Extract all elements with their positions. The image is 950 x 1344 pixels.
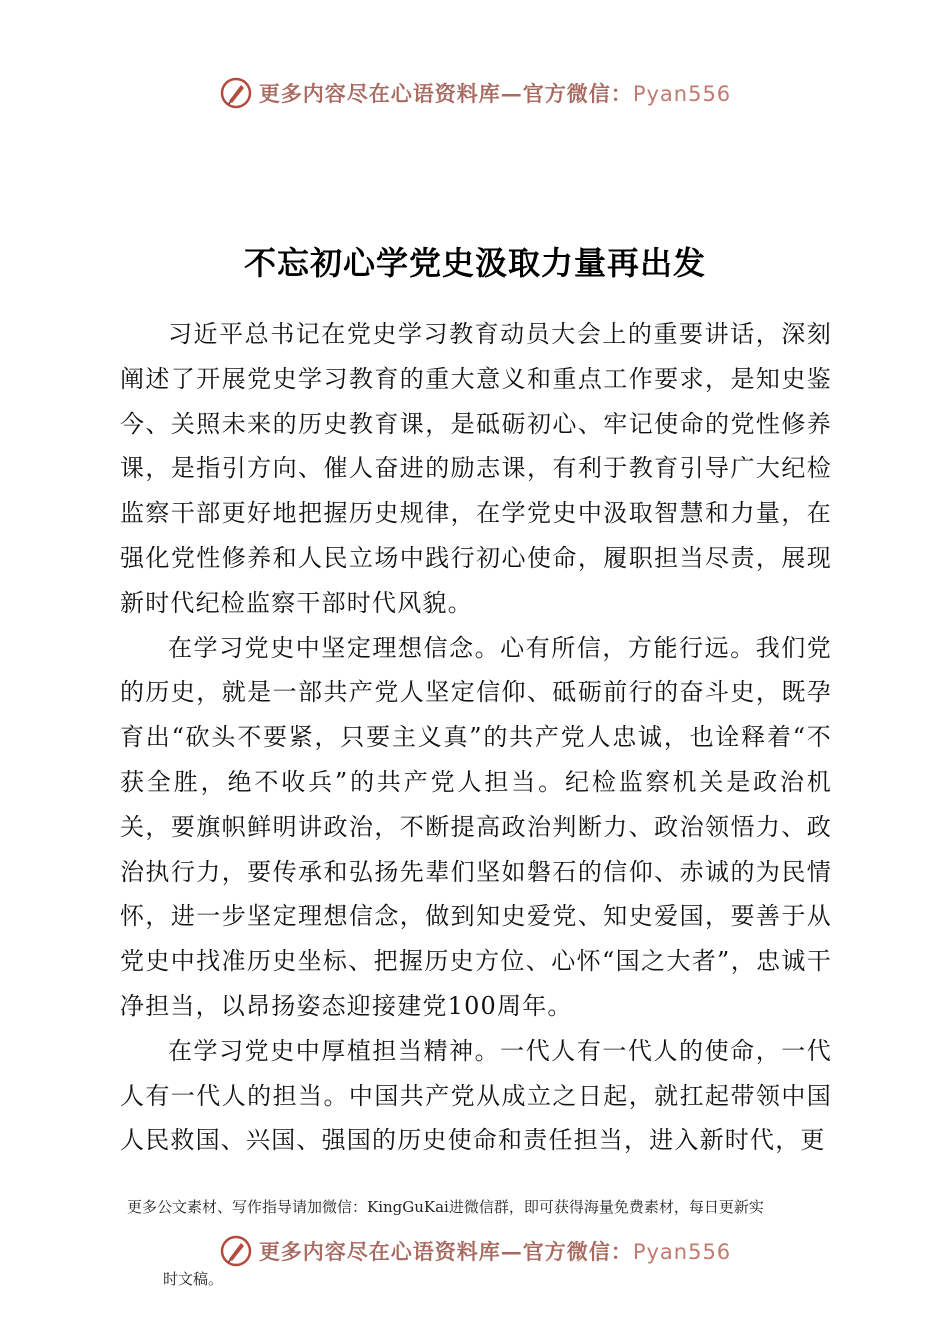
watermark-text: 更多内容尽在心语资料库—官方微信：Pyan556 (258, 81, 732, 106)
document-title: 不忘初心学党史汲取力量再出发 (243, 244, 706, 282)
footer-note: 更多公文素材、写作指导请加微信：KingGuKai进微信群，即可获得海量免费素材，每日更新实 (127, 1198, 764, 1216)
pen-logo-icon (219, 1234, 253, 1268)
footer-note-continued: 时文稿。 (163, 1270, 224, 1288)
footer-watermark (0, 1233, 950, 1269)
paragraph: 在学习党史中厚植担当精神。一代人有一代人的使命，一代人有一代人的担当。中国共产党从成立之日起，就扛起带领中国人民救国、兴国、强国的历史使命和责任担当，进入新时代，更 (120, 1036, 832, 1155)
pen-logo-icon (219, 76, 253, 110)
header-watermark (0, 75, 950, 111)
watermark-text: 更多内容尽在心语资料库—官方微信：Pyan556 (258, 1239, 732, 1264)
paragraph: 习近平总书记在党史学习教育动员大会上的重要讲话，深刻阐述了开展党史学习教育的重大意义和重点工作要求，是知史鉴今、关照未来的历史教育课，是砥砺初心、牢记使命的党性修养课，是指引方向、催人奋进的励志课，有利于教育引导广大纪检监察干部更好地把握历史规律，在学党史中汲取智慧和力量，在强化党性修养和人民立场中践行初心使命，履职担当尽责，展现新时代纪检监察干部时代风貌。 (120, 320, 832, 617)
paragraph: 在学习党史中坚定理想信念。心有所信，方能行远。我们党的历史，就是一部共产党人坚定信仰、砥砺前行的奋斗史，既孕育出“砍头不要紧，只要主义真”的共产党人忠诚，也诠释着“不获全胜，绝不收兵”的共产党人担当。纪检监察机关是政治机关，要旗帜鲜明讲政治，不断提高政治判断力、政治领悟力、政治执行力，要传承和弘扬先辈们坚如磐石的信仰、赤诚的为民情怀，进一步坚定理想信念，做到知史爱党、知史爱国，要善于从党史中找准历史坐标、把握历史方位、心怀“国之大者”，忠诚干净担当，以昂扬姿态迎接建党100周年。 (120, 633, 832, 1020)
document-body (120, 312, 832, 1163)
